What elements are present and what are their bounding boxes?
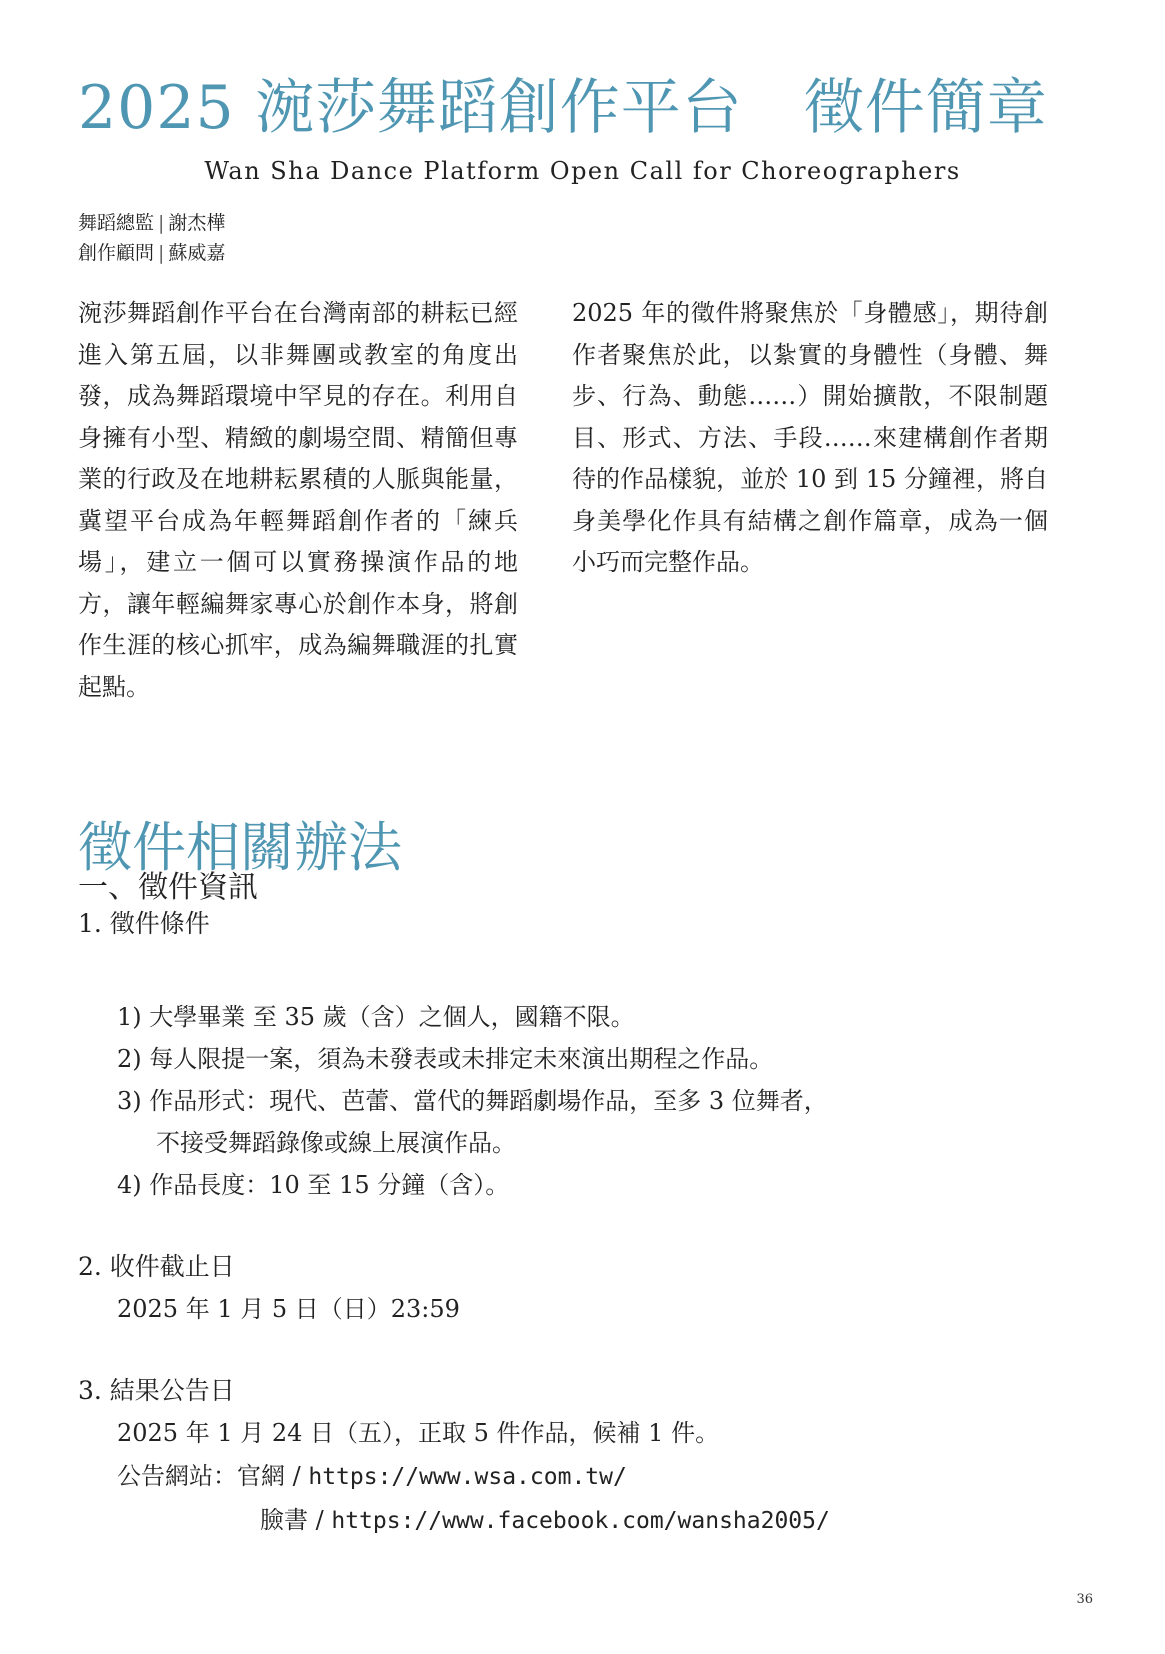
page-subtitle: Wan Sha Dance Platform Open Call for Choreographers bbox=[204, 157, 961, 185]
list-item: 3) 作品形式：現代、芭蕾、當代的舞蹈劇場作品，至多 3 位舞者， bbox=[117, 1087, 828, 1115]
credit-advisor bbox=[78, 238, 225, 268]
credit-name: 謝杰樺 bbox=[168, 212, 226, 234]
divider: | bbox=[158, 242, 165, 264]
credit-name: 蘇威嘉 bbox=[168, 242, 226, 264]
list-item: 1) 大學畢業 至 35 歲（含）之個人，國籍不限。 bbox=[117, 1003, 635, 1031]
announcement-website bbox=[117, 1458, 627, 1495]
credit-role: 舞蹈總監 bbox=[78, 212, 155, 234]
list-item: 4) 作品長度：10 至 15 分鐘（含）。 bbox=[117, 1171, 510, 1199]
part-heading: 一、徵件資訊 bbox=[78, 870, 258, 905]
intro-paragraph-right: 2025 年的徵件將聚焦於「身體感」，期待創作者聚焦於此，以紮實的身體性（身體、舞步、行為、動態……）開始擴散，不限制題目、形式、方法、手段……來建構創作者期待的作品樣貌，並於 10 到 15 分鐘裡，將自身美學化作具有結構之創作篇章，成為一個小巧而完整作品。 bbox=[572, 299, 1048, 576]
item-heading-announcement: 3. 結果公告日 bbox=[78, 1376, 235, 1405]
intro-paragraph-left: 涴莎舞蹈創作平台在台灣南部的耕耘已經進入第五屆，以非舞團或教室的角度出發，成為舞蹈環境中罕見的存在。利用自身擁有小型、精緻的劇場空間、精簡但專業的行政及在地耕耘累積的人脈與能量，冀望平台成為年輕舞蹈創作者的「練兵場」，建立一個可以實務操演作品的地方，讓年輕編舞家專心於創作本身，將創作生涯的核心抓牢，成為編舞職涯的扎實起點。 bbox=[78, 299, 518, 701]
facebook-label: 臉書 / bbox=[260, 1506, 332, 1534]
announcement-value: 2025 年 1 月 24 日（五），正取 5 件作品，候補 1 件。 bbox=[117, 1419, 720, 1447]
list-item: 2) 每人限提一案，須為未發表或未排定未來演出期程之作品。 bbox=[117, 1045, 774, 1073]
announcement-facebook bbox=[260, 1502, 830, 1539]
page-number: 36 bbox=[1076, 1592, 1093, 1607]
section-title: 徵件相關辦法 bbox=[78, 816, 402, 879]
credit-role: 創作顧問 bbox=[78, 242, 155, 264]
divider: | bbox=[158, 212, 165, 234]
deadline-value: 2025 年 1 月 5 日（日）23:59 bbox=[117, 1295, 460, 1323]
item-heading-conditions: 1. 徵件條件 bbox=[78, 909, 210, 938]
website-label: 公告網站：官網 / bbox=[117, 1462, 309, 1490]
list-item-continuation: 不接受舞蹈錄像或線上展演作品。 bbox=[156, 1129, 516, 1157]
credits-block bbox=[78, 208, 225, 268]
website-link[interactable]: https://www.wsa.com.tw/ bbox=[308, 1464, 627, 1490]
credit-director bbox=[78, 208, 225, 238]
facebook-link[interactable]: https://www.facebook.com/wansha2005/ bbox=[331, 1508, 830, 1534]
item-heading-deadline: 2. 收件截止日 bbox=[78, 1252, 235, 1281]
page-title: 2025 涴莎舞蹈創作平台 徵件簡章 bbox=[78, 73, 1048, 143]
